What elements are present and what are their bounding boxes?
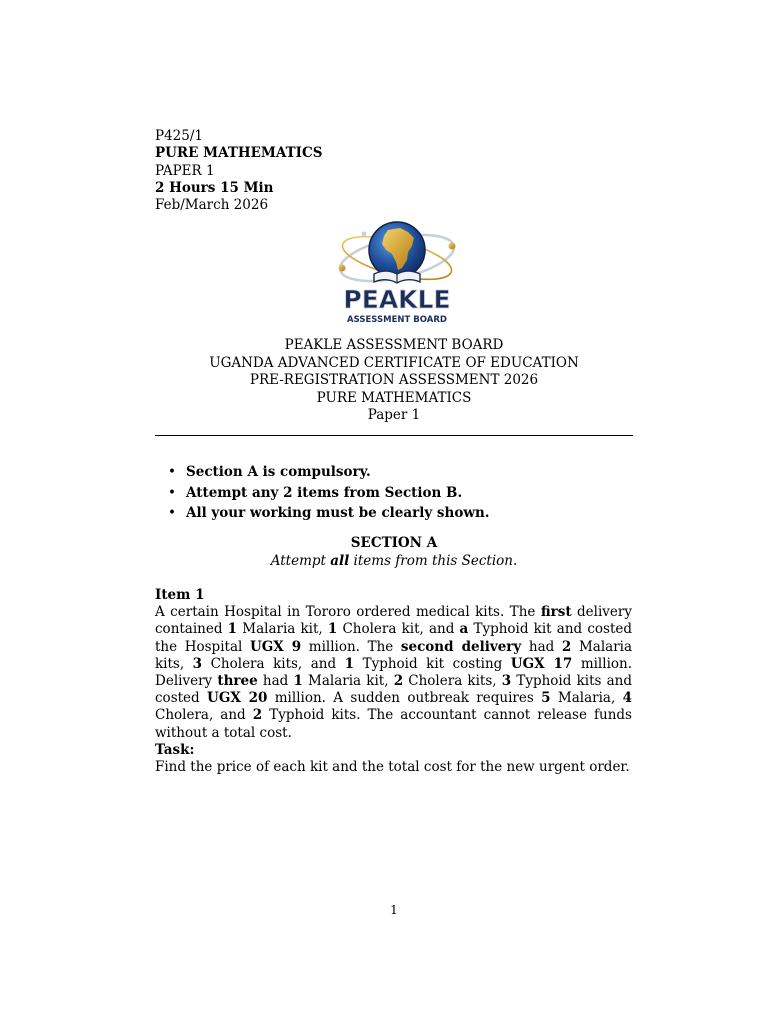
- emphasis-text: 4: [622, 690, 633, 707]
- body-text: delivery contained: [155, 604, 632, 638]
- emphasis-text: 1: [344, 655, 355, 672]
- body-text: Typhoid kits and costed: [155, 673, 633, 707]
- board-name: PEAKLE ASSESSMENT BOARD: [284, 337, 504, 353]
- task-title: Task:: [155, 741, 195, 758]
- page-number: 1: [390, 903, 398, 917]
- body-text: A certain Hospital in Tororo ordered medical kits. The: [155, 604, 541, 621]
- title-divider: [155, 435, 633, 436]
- body-text: Cholera kit, and: [337, 621, 460, 638]
- paper-number: PAPER 1: [155, 162, 215, 179]
- bullet-icon: •: [168, 505, 176, 521]
- emphasis-text: UGX 9: [249, 638, 302, 655]
- subject-title: PURE MATHEMATICS: [316, 389, 472, 406]
- body-text: million. The: [301, 638, 401, 655]
- item-text: [155, 604, 632, 742]
- body-text: had: [521, 638, 562, 655]
- assessment-name: PRE-REGISTRATION ASSESSMENT 2026: [249, 372, 539, 388]
- bullet-icon: •: [168, 484, 176, 501]
- emphasis-text: three: [217, 673, 258, 690]
- emphasis-text: 2: [393, 673, 404, 690]
- globe-book-logo-icon: [330, 216, 464, 328]
- body-text: Typhoid kit and costed the Hospital: [155, 621, 632, 655]
- emphasis-text: 3: [192, 655, 203, 672]
- certificate-name: UGANDA ADVANCED CERTIFICATE OF EDUCATION: [209, 354, 579, 371]
- task-text: Find the price of each kit and the total cost for the new urgent order.: [155, 759, 630, 776]
- emphasis-text: 1: [327, 621, 338, 638]
- exam-titles: [155, 337, 633, 425]
- body-text: Cholera kits, and: [202, 655, 345, 672]
- instruction-item: • Attempt any 2 items from Section B.: [168, 483, 489, 504]
- section-title: SECTION A: [350, 535, 438, 551]
- emphasis-text: 5: [541, 690, 551, 707]
- emphasis-text: 2: [252, 707, 263, 724]
- bullet-icon: •: [168, 464, 176, 480]
- instructions-list: [168, 462, 489, 524]
- emphasis-text: a: [459, 621, 469, 638]
- logo-tagline: ASSESSMENT BOARD: [347, 315, 447, 325]
- body-text: Malaria kit,: [237, 621, 328, 638]
- paper-code: P425/1: [155, 128, 203, 144]
- paper-title: Paper 1: [367, 407, 421, 423]
- paper-subject: PURE MATHEMATICS: [155, 145, 323, 162]
- body-text: Malaria kits,: [155, 638, 633, 672]
- paper-duration: 2 Hours 15 Min: [155, 179, 274, 196]
- instruction-item: • Section A is compulsory.: [168, 462, 489, 483]
- emphasis-text: 2: [561, 638, 572, 655]
- paper-session: Feb/March 2026: [155, 197, 269, 214]
- emphasis-text: second delivery: [400, 638, 522, 655]
- emphasis-text: 1: [293, 673, 303, 690]
- body-text: million. A sudden outbreak requires: [267, 690, 542, 707]
- instruction-item: • All your working must be clearly shown.: [168, 503, 489, 524]
- body-text: Cholera, and: [155, 707, 253, 724]
- body-text: Malaria kit,: [302, 673, 394, 690]
- body-text: Malaria,: [550, 690, 623, 707]
- paper-header: [155, 128, 322, 214]
- item-title: Item 1: [155, 587, 205, 603]
- body-text: million. Delivery: [155, 655, 633, 690]
- emphasis-text: UGX 20: [207, 690, 268, 707]
- emphasis-text: first: [540, 604, 572, 621]
- question-item: [155, 587, 632, 776]
- body-text: Typhoid kits. The accountant cannot release funds without a total cost.: [155, 707, 632, 741]
- emphasis-text: UGX 17: [510, 655, 573, 672]
- logo-wordmark: PEAKLE: [343, 285, 451, 314]
- body-text: Cholera kits,: [403, 673, 502, 690]
- emphasis-text: 1: [227, 621, 238, 638]
- emphasis-text: 3: [501, 673, 512, 690]
- body-text: Typhoid kit costing: [354, 655, 511, 672]
- body-text: had: [257, 673, 294, 690]
- section-instruction: Attempt all items from this Section.: [270, 553, 518, 569]
